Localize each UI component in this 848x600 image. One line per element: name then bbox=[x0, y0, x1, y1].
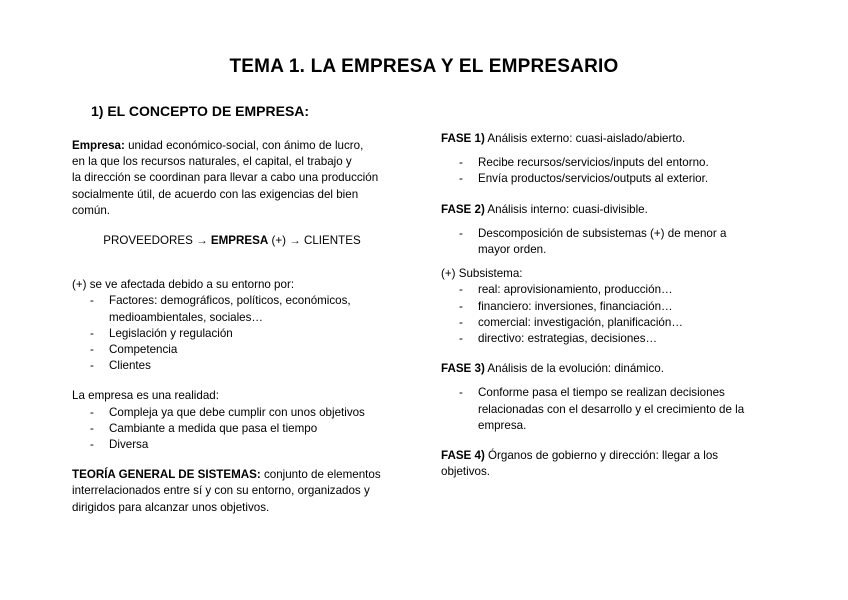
tgs-line: dirigidos para alcanzar unos objetivos. bbox=[72, 500, 270, 514]
fase2-list bbox=[441, 226, 791, 258]
list-item: - Legislación y regulación bbox=[72, 326, 412, 342]
fase4-label: FASE 4) bbox=[441, 449, 485, 463]
list-item: - Competencia bbox=[72, 342, 412, 358]
list-item: - Clientes bbox=[72, 358, 412, 374]
list-item: - Compleja ya que debe cumplir con unos objetivos bbox=[72, 405, 412, 421]
flow-part2: (+) → CLIENTES bbox=[268, 234, 361, 248]
list-item: - Diversa bbox=[72, 437, 412, 453]
flow-part1: PROVEEDORES → bbox=[103, 234, 211, 248]
affected-intro: (+) se ve afectada debido a su entorno por: bbox=[72, 278, 295, 292]
list-item: - financiero: inversiones, financiación… bbox=[441, 299, 791, 315]
tgs-definition bbox=[72, 467, 412, 516]
tgs-line: conjunto de elementos bbox=[260, 468, 381, 482]
document-title: TEMA 1. LA EMPRESA Y EL EMPRESARIO bbox=[229, 56, 619, 77]
reality-intro: La empresa es una realidad: bbox=[72, 389, 219, 403]
reality-list bbox=[72, 405, 412, 454]
list-item: - Envía productos/servicios/outputs al exterior. bbox=[441, 171, 791, 187]
list-item: - Conforme pasa el tiempo se realizan decisiones relacionadas con el desarrollo y el crecimiento de la empresa. bbox=[441, 385, 791, 434]
list-item: - Cambiante a medida que pasa el tiempo bbox=[72, 421, 412, 437]
list-item: - Descomposición de subsistemas (+) de menor a mayor orden. bbox=[441, 226, 791, 258]
affected-list bbox=[72, 293, 412, 374]
flow-bold: EMPRESA bbox=[210, 234, 269, 248]
subsistema-list bbox=[441, 282, 791, 347]
fase3-text: Análisis de la evolución: dinámico. bbox=[484, 362, 664, 376]
list-item: - Recibe recursos/servicios/inputs del entorno. bbox=[441, 155, 791, 171]
tgs-label: TEORÍA GENERAL DE SISTEMAS: bbox=[72, 468, 261, 482]
empresa-line: la dirección se coordinan para llevar a cabo una producción bbox=[72, 171, 379, 185]
fase2-text: Análisis interno: cuasi-divisible. bbox=[484, 202, 648, 216]
left-column bbox=[72, 138, 412, 516]
fase1-text: Análisis externo: cuasi-aislado/abierto. bbox=[484, 132, 686, 145]
fase2-label: FASE 2) bbox=[441, 202, 485, 216]
empresa-line: unidad económico-social, con ánimo de lucro, bbox=[124, 139, 364, 152]
empresa-line: socialmente útil, de acuerdo con las exigencias del bien bbox=[72, 187, 359, 201]
fase4-line: Órganos de gobierno y dirección: llegar a los bbox=[484, 449, 719, 463]
subsistema-intro: (+) Subsistema: bbox=[441, 267, 523, 281]
section-heading: 1) EL CONCEPTO DE EMPRESA: bbox=[91, 103, 310, 119]
fase1-list bbox=[441, 155, 791, 187]
list-item: - directivo: estrategias, decisiones… bbox=[441, 331, 791, 347]
empresa-line: en la que los recursos naturales, el capital, el trabajo y bbox=[72, 155, 352, 169]
empresa-label: Empresa: bbox=[72, 139, 125, 152]
fase1-label: FASE 1) bbox=[441, 132, 485, 145]
list-item: - Factores: demográficos, políticos, económicos, medioambientales, sociales… bbox=[72, 293, 412, 325]
tgs-line: interrelacionados entre sí y con su entorno, organizados y bbox=[72, 484, 370, 498]
list-item: - comercial: investigación, planificación… bbox=[441, 315, 791, 331]
list-item: - real: aprovisionamiento, producción… bbox=[441, 282, 791, 298]
fase3-list bbox=[441, 385, 791, 434]
empresa-line: común. bbox=[72, 203, 111, 217]
fase4-line: objetivos. bbox=[441, 465, 490, 479]
empresa-definition bbox=[72, 138, 412, 219]
fase3-label: FASE 3) bbox=[441, 362, 485, 376]
right-column bbox=[441, 131, 791, 480]
flow-diagram-text bbox=[72, 233, 412, 249]
